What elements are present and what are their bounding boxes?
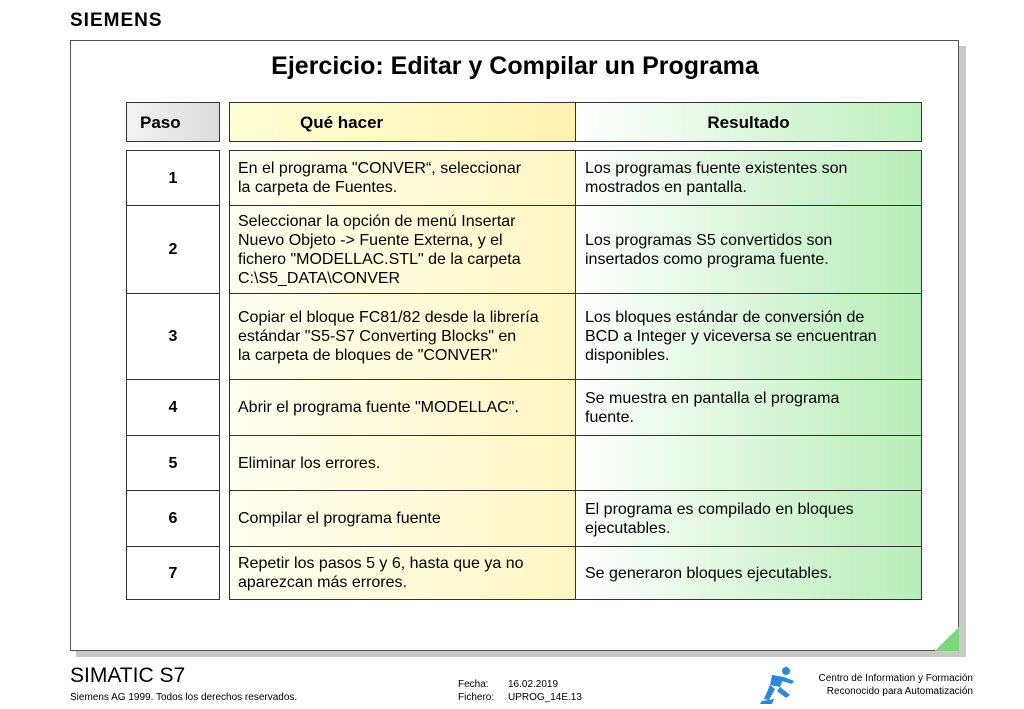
center-line-1: Centro de Information y Formación xyxy=(818,673,973,684)
step-number: 4 xyxy=(126,379,220,436)
step-number: 1 xyxy=(126,150,220,206)
step-action xyxy=(229,205,576,294)
step-action xyxy=(229,293,576,380)
center-line-2: Reconocido para Automatización xyxy=(826,686,973,697)
step-action-text: Abrir el programa fuente "MODELLAC". xyxy=(238,399,519,416)
step-action-text: Copiar el bloque FC81/82 desde la librería estándar "S5-S7 Converting Blocks" en la carpeta de bloques de "CONVER" xyxy=(238,309,539,364)
step-result-text: Se muestra en pantalla el programa fuente. xyxy=(585,389,840,426)
step-action xyxy=(229,150,576,206)
page-fold-corner xyxy=(935,627,959,651)
fecha-label: Fecha: xyxy=(458,679,489,690)
step-number: 5 xyxy=(126,435,220,491)
product-name: SIMATIC S7 xyxy=(70,664,186,687)
step-action xyxy=(229,435,576,491)
step-result xyxy=(575,490,922,547)
step-number: 7 xyxy=(126,546,220,600)
step-action-text: Seleccionar la opción de menú Insertar Nuevo Objeto -> Fuente Externa, y el fichero "MODELLAC.STL" de la carpeta C:\S5_DATA\CONVER xyxy=(238,212,521,287)
step-action-text: Repetir los pasos 5 y 6, hasta que ya no aparezcan más errores. xyxy=(238,555,524,591)
step-number: 6 xyxy=(126,490,220,547)
step-result xyxy=(575,379,922,436)
step-result xyxy=(575,205,922,294)
header-paso: Paso xyxy=(126,102,220,142)
document-meta xyxy=(458,678,582,704)
siemens-logo: SIEMENS xyxy=(70,10,163,31)
step-result-text: Los programas S5 convertidos son insertados como programa fuente. xyxy=(585,231,833,268)
training-center-logo-icon xyxy=(760,665,796,705)
step-result-text: Los programas fuente existentes son mostrados en pantalla. xyxy=(585,160,848,196)
step-number: 3 xyxy=(126,293,220,380)
copyright-text: Siemens AG 1999. Todos los derechos reservados. xyxy=(70,692,298,703)
step-action xyxy=(229,379,576,436)
step-result xyxy=(575,293,922,380)
step-result-text: Los bloques estándar de conversión de BCD a Integer y viceversa se encuentran disponibles. xyxy=(585,309,877,364)
step-result xyxy=(575,150,922,206)
step-action-text: Eliminar los errores. xyxy=(238,454,381,472)
step-action-text: Compilar el programa fuente xyxy=(238,510,441,527)
step-result xyxy=(575,435,922,491)
fecha-value: 16.02.2019 xyxy=(508,679,559,690)
page-title: Ejercicio: Editar y Compilar un Programa xyxy=(271,52,759,80)
fichero-label: Fichero: xyxy=(458,692,495,703)
header-resultado: Resultado xyxy=(575,102,922,142)
step-action xyxy=(229,490,576,547)
fichero-value: UPROG_14E.13 xyxy=(508,692,582,703)
step-action xyxy=(229,546,576,600)
step-result-text: Se generaron bloques ejecutables. xyxy=(585,564,833,582)
step-result xyxy=(575,546,922,600)
header-que-hacer: Qué hacer xyxy=(229,102,576,142)
step-result-text: El programa es compilado en bloques ejecutables. xyxy=(585,500,854,537)
step-number: 2 xyxy=(126,205,220,294)
training-center-text xyxy=(795,672,973,698)
step-action-text: En el programa "CONVER“, seleccionar la carpeta de Fuentes. xyxy=(238,160,522,196)
